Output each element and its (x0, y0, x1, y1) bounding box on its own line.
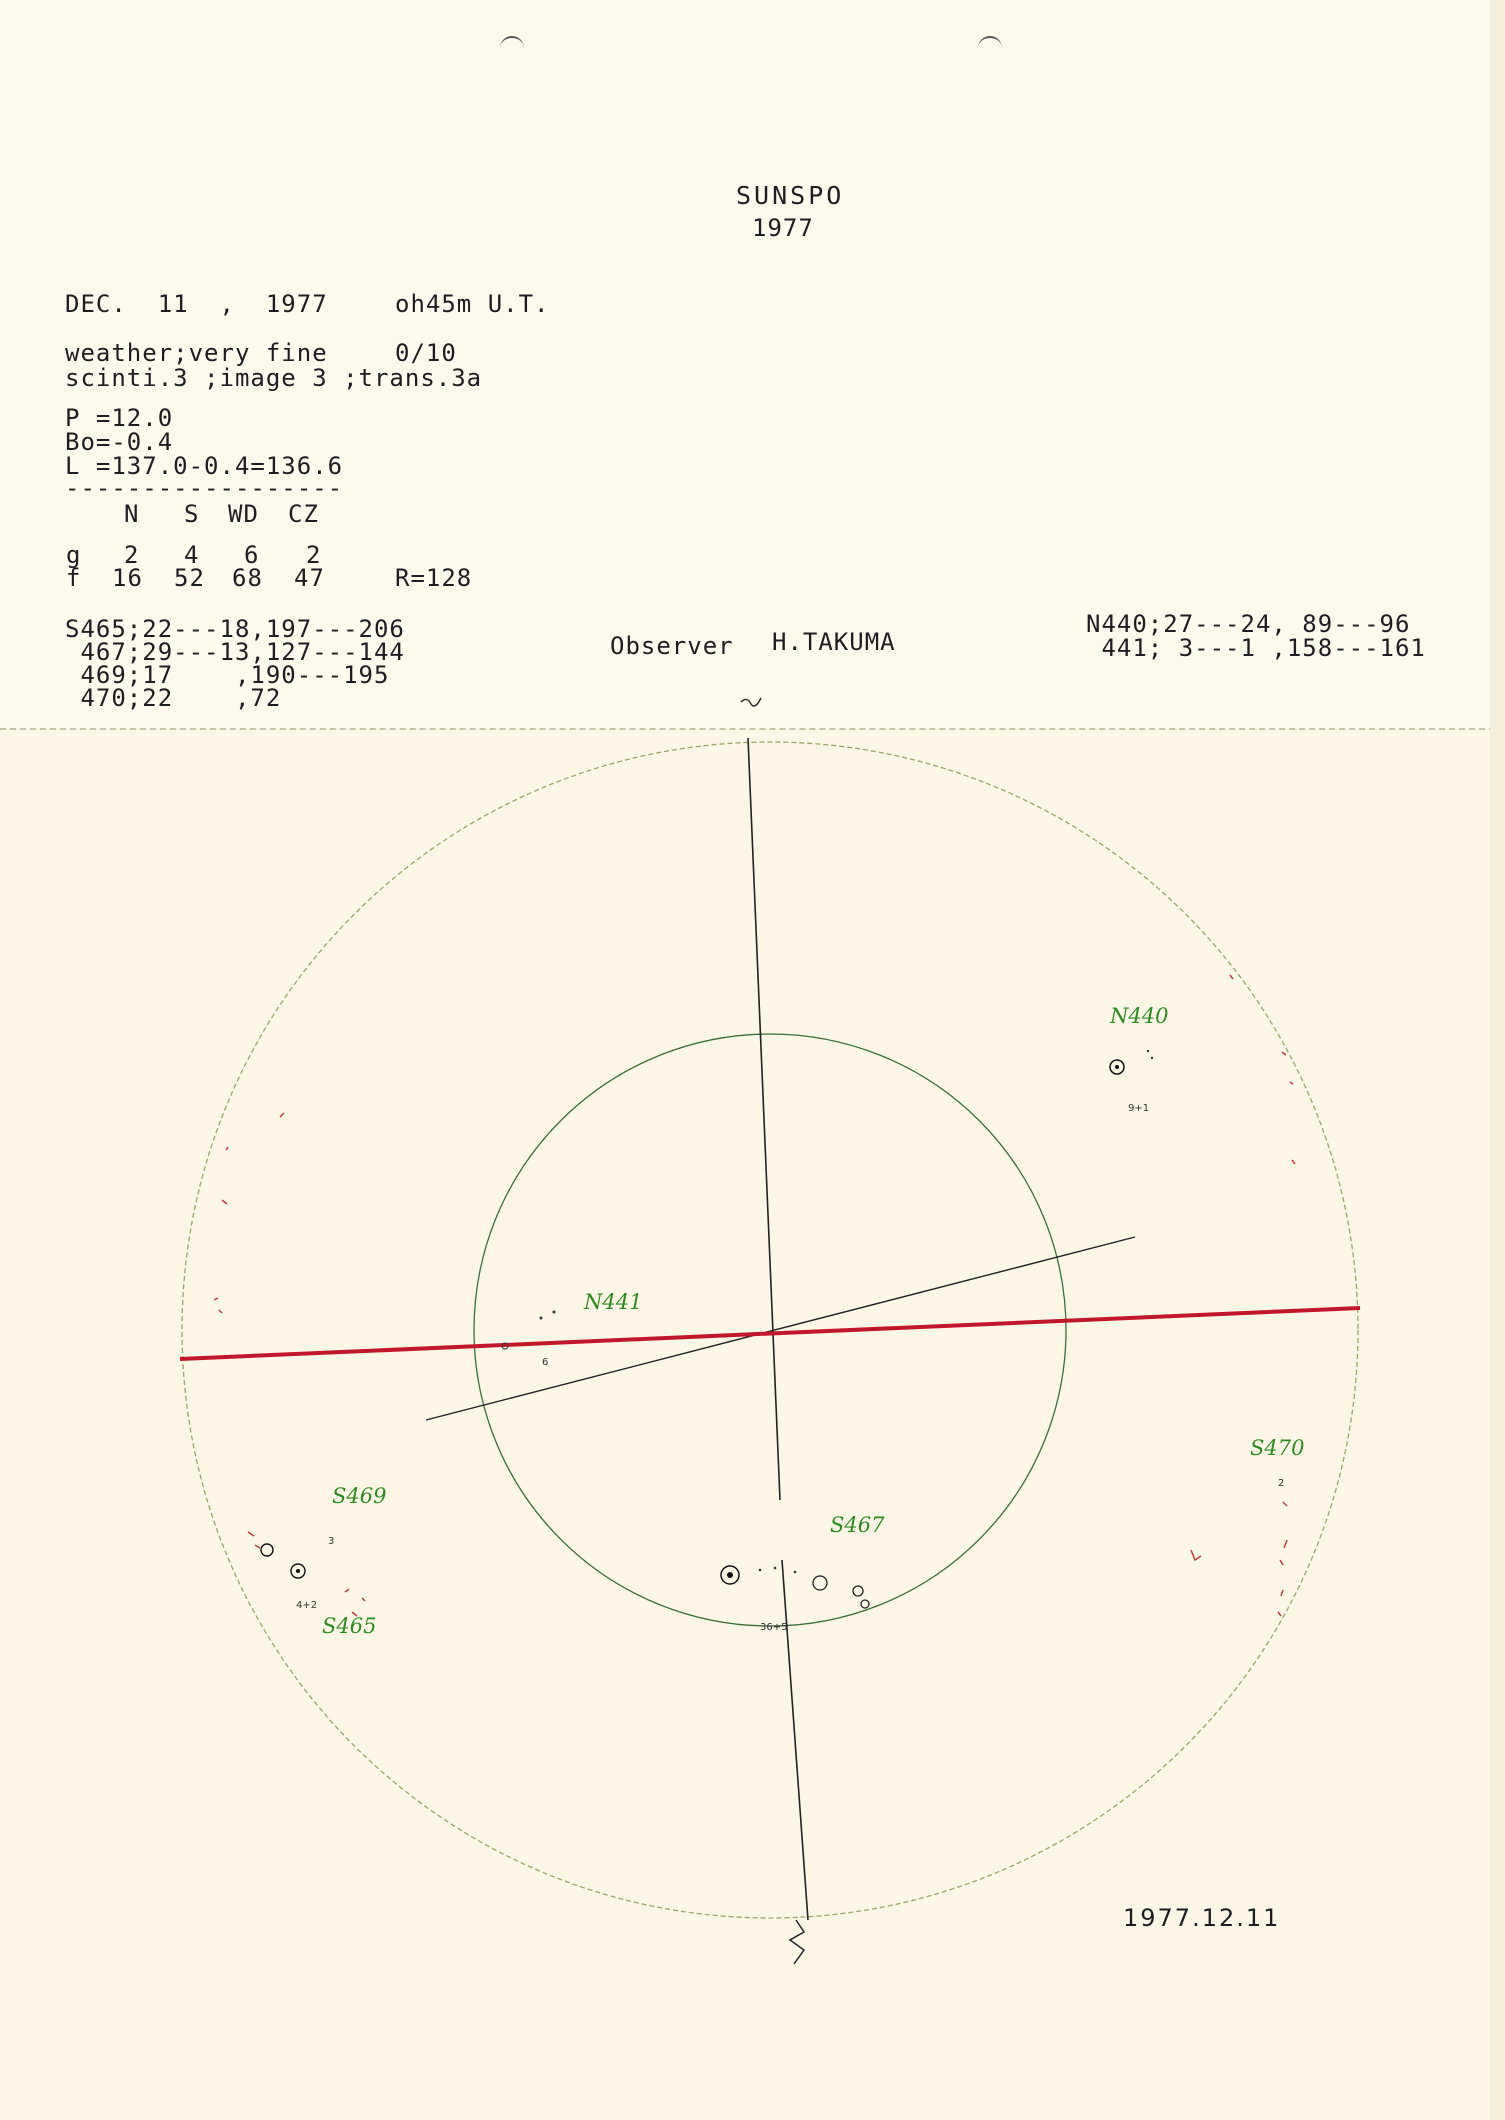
s467-spot (861, 1600, 869, 1608)
f-n: 16 (112, 564, 143, 592)
label-s467: S467 (830, 1513, 885, 1537)
label-s470: S470 (1250, 1436, 1305, 1460)
north-pole-mark (741, 698, 761, 706)
r-value: R=128 (395, 564, 473, 592)
g-s: 4 (184, 541, 200, 569)
col-header-cz: CZ (288, 500, 319, 528)
central-meridian-lower (782, 1560, 808, 1920)
s467-spot (853, 1586, 863, 1596)
faculae-markings (214, 975, 1295, 1616)
observation-time: oh45m U.T. (395, 290, 550, 318)
s467-pore (794, 1571, 797, 1574)
n440-pore (1151, 1057, 1153, 1059)
facula-s470 (1191, 1502, 1287, 1616)
f-s: 52 (174, 564, 205, 592)
count-n440: 9+1 (1128, 1103, 1150, 1114)
group-line-s467: 467;29---13,127---144 (65, 638, 405, 666)
row-label-g: g (66, 541, 82, 569)
observer-label: Observer (610, 632, 734, 660)
solar-equator-line (180, 1308, 1360, 1359)
label-s465: S465 (322, 1614, 377, 1638)
outer-disk-circle (182, 742, 1358, 1918)
count-s465: 4+2 (296, 1600, 318, 1611)
n440-umbra (1115, 1065, 1119, 1069)
s465-umbra (296, 1569, 300, 1573)
facula-east-limb (214, 1113, 284, 1313)
s465-s469-spot-group (261, 1544, 305, 1578)
observation-date: DEC. 11 , 1977 (65, 290, 328, 318)
label-s469: S469 (332, 1484, 387, 1508)
inner-reference-circle (474, 1034, 1066, 1626)
col-header-wd: WD (228, 500, 259, 528)
observer-name: H.TAKUMA (772, 628, 896, 656)
s467-pore (774, 1567, 777, 1570)
south-pole-mark (790, 1920, 804, 1964)
f-wd: 68 (232, 564, 263, 592)
group-line-s469: 469;17 ,190---195 (65, 661, 390, 689)
group-line-s465: S465;22---18,197---206 (65, 615, 405, 643)
b0-value: Bo=-0.4 (65, 428, 174, 456)
sheet-title: SUNSPO (736, 181, 845, 210)
group-line-s470: 470;22 ,72 (65, 684, 282, 712)
count-n441: 6 (542, 1357, 549, 1368)
count-s467: 36+5 (760, 1622, 788, 1633)
central-meridian-upper (748, 738, 780, 1500)
facula-west-limb (1230, 975, 1295, 1164)
col-header-n: N (124, 500, 140, 528)
group-line-n441: 441; 3---1 ,158---161 (1086, 634, 1426, 662)
n441-pore (540, 1317, 543, 1320)
s469-spot (261, 1544, 273, 1556)
count-s469: 3 (328, 1536, 335, 1547)
weather-text: weather;very fine (65, 339, 328, 367)
group-line-n440: N440;27---24, 89---96 (1086, 610, 1411, 638)
s467-pore (759, 1569, 762, 1572)
l0-value: L =137.0-0.4=136.6 (65, 452, 344, 480)
n440-pore (1147, 1050, 1149, 1052)
label-n440: N440 (1110, 1004, 1169, 1028)
g-wd: 6 (244, 541, 260, 569)
s467-spot (813, 1576, 827, 1590)
f-cz: 47 (294, 564, 325, 592)
s467-spot-group (721, 1566, 869, 1608)
cloud-cover: 0/10 (395, 339, 457, 367)
seeing-conditions: scinti.3 ;image 3 ;trans.3a (65, 364, 483, 392)
n441-pore (553, 1311, 556, 1314)
n440-spot-group (1110, 1050, 1153, 1074)
g-cz: 2 (306, 541, 322, 569)
row-label-f: f (66, 564, 82, 592)
col-header-s: S (184, 500, 200, 528)
count-s470: 2 (1278, 1478, 1285, 1489)
date-stamp: 1977.12.11 (1123, 1904, 1281, 1932)
rule-line: ------------------ (65, 474, 344, 502)
ecliptic-line (426, 1237, 1135, 1420)
sheet-year: 1977 (752, 214, 814, 242)
g-n: 2 (124, 541, 140, 569)
s467-leader-umbra (727, 1572, 733, 1578)
p-angle: P =12.0 (65, 404, 174, 432)
label-n441: N441 (584, 1290, 643, 1314)
